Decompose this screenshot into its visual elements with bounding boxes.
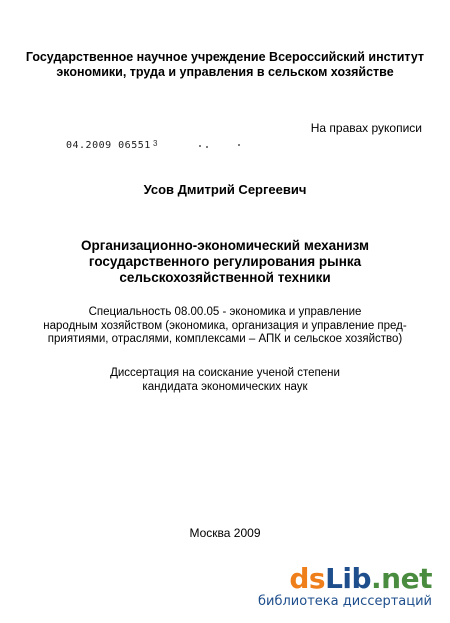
title-line-2: государственного регулирования рынка bbox=[88, 254, 362, 269]
degree-statement bbox=[0, 366, 450, 394]
logo-lib: Lib bbox=[325, 562, 372, 595]
city-year: Москва 2009 bbox=[189, 526, 261, 540]
manuscript-rights-note: На правах рукописи bbox=[310, 121, 422, 135]
title-line-1: Организационно-экономический механизм bbox=[81, 238, 369, 253]
institution-header bbox=[0, 50, 450, 80]
watermark-subtitle: библиотека диссертаций bbox=[258, 594, 432, 609]
scan-speck bbox=[199, 145, 201, 147]
dslib-watermark bbox=[258, 562, 432, 610]
logo-net: .net bbox=[371, 562, 432, 595]
logo-ds: ds bbox=[289, 562, 326, 595]
institution-line-2: экономики, труда и управления в сельском хозяйстве bbox=[56, 65, 394, 79]
degree-line-1: Диссертация на соискание ученой степени bbox=[110, 367, 340, 379]
specialty-line-2: народным хозяйством (экономика, организация и управление пред- bbox=[43, 319, 407, 332]
dslib-logo bbox=[258, 562, 432, 595]
author-name: Усов Дмитрий Сергеевич bbox=[143, 182, 307, 197]
degree-line-2: кандидата экономических наук bbox=[142, 381, 308, 393]
specialty-line-1: Специальность 08.00.05 - экономика и управление bbox=[88, 306, 362, 318]
institution-line-1: Государственное научное учреждение Всероссийский институт bbox=[25, 50, 425, 64]
title-line-3: сельскохозяйственной техники bbox=[119, 270, 331, 285]
registration-stamp: 04.2009 06551 bbox=[66, 140, 151, 151]
specialty-line-3: приятиями, отраслями, комплексами – АПК и сельское хозяйство) bbox=[47, 333, 403, 345]
scan-speck bbox=[206, 146, 208, 148]
scan-speck bbox=[238, 144, 240, 146]
specialty-block bbox=[0, 306, 450, 347]
dissertation-title bbox=[0, 238, 450, 286]
stamp-mark: 3 bbox=[153, 139, 158, 148]
